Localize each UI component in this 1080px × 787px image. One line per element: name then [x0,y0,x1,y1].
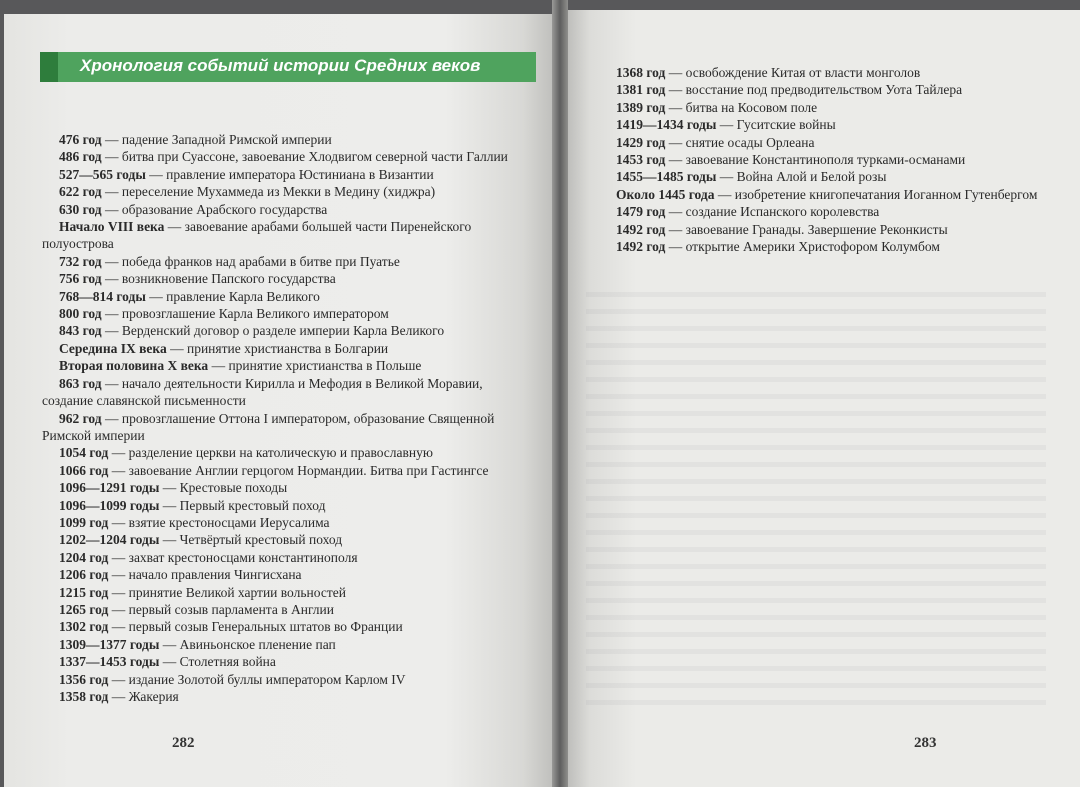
entry-date: 476 год [59,132,102,147]
entry-event: — Четвёртый крестовый поход [159,532,343,548]
entry-event: — снятие осады Орлеана [665,134,815,150]
entry-date: 630 год [59,201,102,217]
chronology-entry [599,81,1077,98]
entry-date: 1302 год [59,619,109,635]
entry-event: — правление Карла Великого [145,288,320,304]
entry-event: — принятие Великой хартии вольностей [108,584,346,600]
entry-event: — первый созыв парламента в Англии [108,601,334,617]
entry-date: 1356 год [59,671,109,687]
chronology-list-right [599,64,1077,255]
entry-event: — провозглашение Карла Великого императором [101,306,389,322]
entry-event: — Верденский договор о разделе империи Карла Великого [101,323,445,339]
entry-date: 1389 год [616,99,666,115]
chronology-entry [42,531,536,548]
chronology-entry [599,116,1077,133]
entry-event: — создание Испанского королевства [665,204,880,220]
entry-event: — Крестовые походы [159,480,288,496]
chronology-entry [42,653,536,670]
entry-date: Вторая половина X века [59,358,209,374]
entry-date: 1202—1204 годы [59,532,160,548]
entry-date: 863 год [59,375,102,391]
chronology-entry [42,357,536,374]
header-accent-stripe [40,52,58,82]
entry-event: — Война Алой и Белой розы [716,169,887,185]
chronology-entry [42,131,536,148]
chronology-entry [42,688,536,705]
entry-event: — битва при Суассоне, завоевание Хлодвигом северной части Галлии [101,149,508,165]
chronology-entry [42,322,536,339]
chronology-entry [42,148,536,165]
chronology-entry [42,305,536,322]
entry-date: 1453 год [616,152,666,168]
entry-date: 1381 год [616,82,666,98]
chronology-entry [599,186,1077,203]
entry-event: — первый созыв Генеральных штатов во Франции [108,619,403,635]
chronology-entry [42,479,536,496]
entry-date: 1492 год [616,221,666,237]
entry-event: — взятие крестоносцами Иерусалима [108,514,330,530]
entry-event: — возникновение Папского государства [101,271,336,287]
entry-date: 1206 год [59,567,109,583]
chronology-entry [42,166,536,183]
entry-date: 1368 год [616,65,666,80]
entry-date: 1358 год [59,689,109,704]
entry-date: 1204 год [59,549,109,565]
chronology-entry [42,183,536,200]
chronology-entry [599,203,1077,220]
chronology-entry [42,671,536,688]
entry-event: — образование Арабского государства [101,201,328,217]
entry-date: 1492 год [616,239,666,255]
entry-date: 756 год [59,271,102,287]
entry-date: Середина IX века [59,340,167,356]
chronology-entry [42,253,536,270]
chronology-entry [42,270,536,287]
entry-event: — победа франков над арабами в битве при Пуатье [101,253,400,269]
chronology-entry [42,497,536,514]
chronology-entry [42,218,536,253]
entry-date: Около 1445 года [616,186,715,202]
entry-date: 1479 год [616,204,666,220]
entry-date: 1309—1377 годы [59,636,160,652]
entry-event: — издание Золотой буллы императором Карлом IV [108,671,406,687]
entry-event: — завоевание Англии герцогом Нормандии. Битва при Гастингсе [108,462,489,478]
entry-date: 1096—1099 годы [59,497,160,513]
chronology-entry [599,99,1077,116]
entry-date: 527—565 годы [59,166,146,182]
chronology-entry [599,64,1077,81]
chronology-entry [599,134,1077,151]
entry-event: — Первый крестовый поход [159,497,326,513]
page-number-right: 283 [914,735,937,751]
entry-date: 1096—1291 годы [59,480,160,496]
entry-date: 1066 год [59,462,109,478]
chronology-entry [42,410,536,445]
entry-event: — переселение Мухаммеда из Мекки в Медину (хиджра) [101,184,436,200]
entry-date: 486 год [59,149,102,165]
chronology-entry [599,221,1077,238]
chronology-entry [42,584,536,601]
entry-event: — Гуситские войны [716,117,836,133]
chronology-entry [599,168,1077,185]
chronology-entry [599,151,1077,168]
entry-event: — завоевание Константинополя турками-османами [665,152,966,168]
entry-date: 1337—1453 годы [59,654,160,670]
entry-date: 962 год [59,410,102,426]
entry-event: — восстание под предводительством Уота Тайлера [665,82,963,98]
entry-date: 768—814 годы [59,288,146,304]
chronology-entry [42,444,536,461]
chronology-entry [42,514,536,531]
entry-event: — падение Западной Римской империи [101,132,332,147]
chronology-entry [42,618,536,635]
entry-event: — битва на Косовом поле [665,99,818,115]
entry-event: — открытие Америки Христофором Колумбом [665,239,940,255]
entry-event: — изобретение книгопечатания Иоганном Гутенбергом [714,186,1038,202]
entry-date: 1099 год [59,514,109,530]
entry-date: 843 год [59,323,102,339]
chronology-entry [42,201,536,218]
entry-event: — принятие христианства в Болгарии [166,340,389,356]
chronology-entry [42,549,536,566]
entry-event: — захват крестоносцами константинополя [108,549,358,565]
entry-event: — начало правления Чингисхана [108,567,302,583]
entry-date: 1054 год [59,445,109,461]
entry-date: Начало VIII века [59,219,165,235]
entry-event: — провозглашение Оттона I императором, образование Священной Римской империи [42,410,495,443]
entry-date: 1419—1434 годы [616,117,717,133]
chronology-entry [42,636,536,653]
entry-date: 1429 год [616,134,666,150]
chronology-list-left [42,131,536,705]
chronology-entry [42,601,536,618]
entry-date: 1455—1485 годы [616,169,717,185]
chronology-entry [42,375,536,410]
entry-date: 1215 год [59,584,109,600]
entry-event: — Жакерия [108,689,179,704]
entry-date: 800 год [59,306,102,322]
entry-event: — Столетняя война [159,654,276,670]
chronology-entry [599,238,1077,255]
show-through-text [586,280,1046,710]
entry-date: 1265 год [59,601,109,617]
entry-event: — завоевание арабами большей части Пиренейского полуострова [42,219,472,252]
chronology-entry [42,288,536,305]
chronology-entry [42,566,536,583]
entry-event: — завоевание Гранады. Завершение Реконкисты [665,221,948,237]
entry-event: — разделение церкви на католическую и православную [108,445,433,461]
entry-event: — принятие христианства в Польше [208,358,422,374]
entry-event: — освобождение Китая от власти монголов [665,65,921,80]
chronology-entry [42,340,536,357]
entry-date: 732 год [59,253,102,269]
entry-event: — Авиньонское пленение пап [159,636,336,652]
book-gutter [552,0,568,787]
chronology-entry [42,462,536,479]
chapter-title: Хронология событий истории Средних веков [80,56,481,75]
entry-event: — правление императора Юстиниана в Византии [145,166,434,182]
page-number-left: 282 [172,735,195,751]
entry-event: — начало деятельности Кирилла и Мефодия в Великой Моравии, создание славянской письменности [42,375,483,409]
entry-date: 622 год [59,184,102,200]
